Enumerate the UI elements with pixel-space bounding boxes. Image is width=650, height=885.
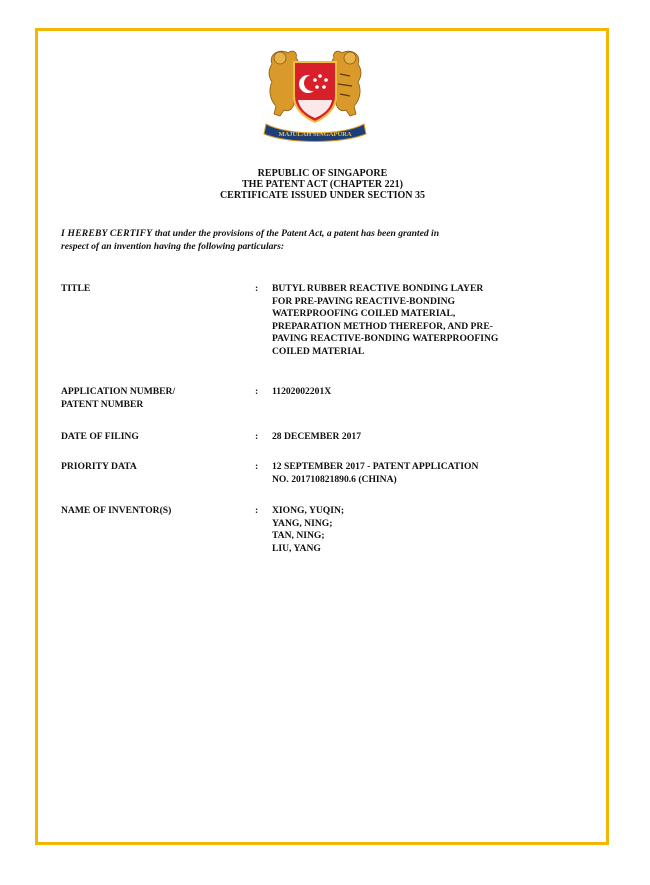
title-line: PREPARATION METHOD THEREFOR, AND PRE- — [272, 320, 493, 332]
certify-lead: I HEREBY CERTIFY — [61, 228, 153, 239]
certify-line2: respect of an invention having the following particulars: — [61, 241, 285, 252]
certify-paragraph — [61, 227, 581, 253]
heading-republic: REPUBLIC OF SINGAPORE — [257, 168, 388, 179]
inventor-name: XIONG, YUQIN; — [272, 505, 345, 516]
inventors-colon: : — [255, 505, 259, 516]
inventor-name: LIU, YANG — [272, 542, 321, 554]
priority-label: PRIORITY DATA — [61, 461, 137, 472]
title-line: COILED MATERIAL — [272, 345, 365, 357]
title-line: FOR PRE-PAVING REACTIVE-BONDING — [272, 295, 456, 307]
inventor-name: YANG, NING; — [272, 517, 333, 529]
inventor-name: TAN, NING; — [272, 530, 325, 541]
priority-line: NO. 201710821890.6 (CHINA) — [272, 473, 397, 485]
title-line: WATERPROOFING COILED MATERIAL, — [272, 308, 456, 319]
certify-line1: that under the provisions of the Patent Act, a patent has been granted in — [152, 228, 440, 239]
inventors-value — [272, 505, 582, 555]
filing-label: DATE OF FILING — [61, 431, 139, 442]
application-value: 11202002201X — [272, 386, 332, 397]
filing-colon: : — [255, 431, 259, 442]
application-colon: : — [255, 386, 259, 397]
title-label: TITLE — [61, 283, 91, 294]
title-line: PAVING REACTIVE-BONDING WATERPROOFING — [272, 333, 499, 344]
application-label-line: APPLICATION NUMBER/ — [61, 386, 176, 397]
application-label — [61, 386, 241, 411]
title-colon: : — [255, 283, 259, 294]
crest-motto: MAJULAH SINGAPURA — [278, 131, 352, 138]
priority-line: 12 SEPTEMBER 2017 - PATENT APPLICATION — [272, 461, 479, 472]
patent-number-label-line: PATENT NUMBER — [61, 398, 144, 410]
singapore-coat-of-arms-icon — [258, 44, 372, 144]
heading-certificate-section: CERTIFICATE ISSUED UNDER SECTION 35 — [219, 190, 426, 201]
priority-value — [272, 461, 582, 486]
priority-colon: : — [255, 461, 259, 472]
title-line: BUTYL RUBBER REACTIVE BONDING LAYER — [272, 283, 484, 294]
heading-patent-act: THE PATENT ACT (CHAPTER 221) — [242, 179, 403, 190]
inventors-label: NAME OF INVENTOR(S) — [61, 505, 172, 516]
title-value — [272, 283, 582, 358]
certificate-heading — [60, 168, 585, 201]
filing-value: 28 DECEMBER 2017 — [272, 431, 362, 442]
